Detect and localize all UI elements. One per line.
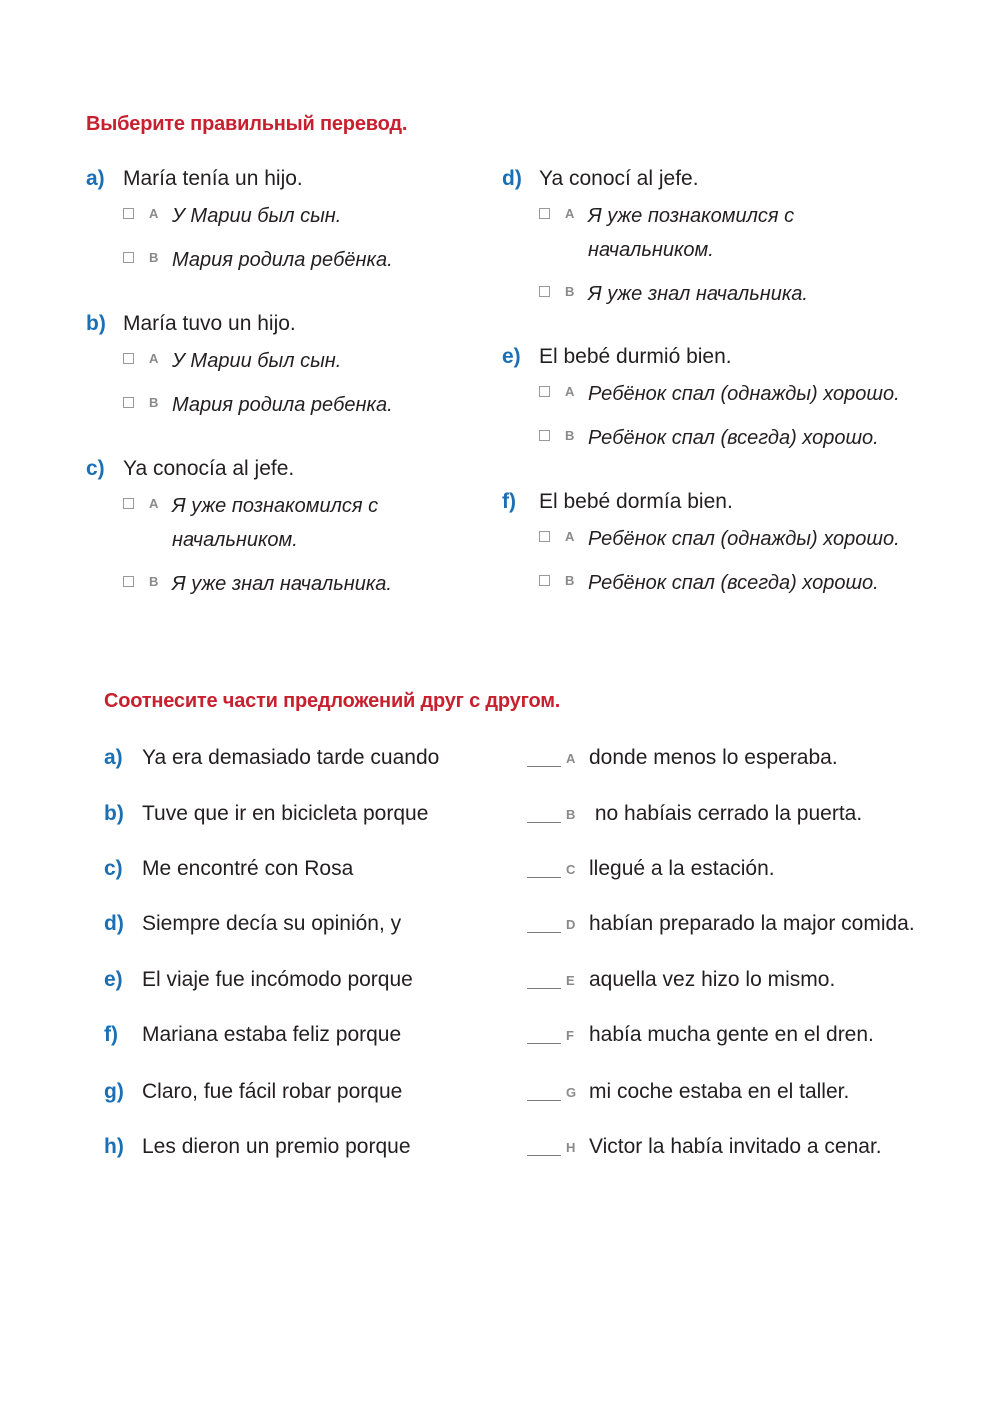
checkbox[interactable]: [123, 353, 134, 364]
question-sentence: María tuvo un hijo.: [123, 312, 296, 335]
option-letter: B: [149, 250, 159, 265]
answer-blank[interactable]: [527, 877, 561, 878]
checkbox[interactable]: [123, 576, 134, 587]
answer-blank[interactable]: [527, 822, 561, 823]
option-letter: A: [565, 206, 575, 221]
question-letter: d): [502, 167, 522, 190]
option-text: Я уже знал начальника.: [172, 573, 392, 595]
exercise1-heading: Выберите правильный перевод.: [86, 113, 408, 135]
question-letter: e): [502, 345, 521, 368]
question-e: [502, 345, 900, 463]
match-end: habían preparado la major comida.: [589, 912, 915, 935]
match-row: [0, 1080, 1000, 1120]
checkbox[interactable]: [539, 286, 550, 297]
match-letter: c): [104, 857, 123, 880]
answer-blank[interactable]: [527, 988, 561, 989]
option-text: Ребёнок спал (всегда) хорошо.: [588, 572, 879, 594]
checkbox[interactable]: [539, 386, 550, 397]
option-letter: A: [149, 351, 159, 366]
option-letter: A: [565, 384, 575, 399]
question-sentence: El bebé durmió bien.: [539, 345, 732, 368]
question-letter: a): [86, 167, 105, 190]
match-end: Victor la había invitado a cenar.: [589, 1135, 882, 1158]
checkbox[interactable]: [539, 531, 550, 542]
match-row: [0, 1023, 1000, 1063]
match-letter: a): [104, 746, 123, 769]
match-code: C: [566, 862, 576, 877]
question-sentence: El bebé dormía bien.: [539, 490, 733, 513]
option-text: Я уже познакомился с начальником.: [172, 495, 379, 551]
match-letter: e): [104, 968, 123, 991]
question-sentence: Ya conocí al jefe.: [539, 167, 699, 190]
checkbox[interactable]: [123, 397, 134, 408]
match-start: Ya era demasiado tarde cuando: [142, 746, 440, 769]
option-letter: A: [149, 206, 159, 221]
option-letter: B: [565, 428, 575, 443]
answer-blank[interactable]: [527, 766, 561, 767]
match-row: [0, 857, 1000, 897]
match-code: A: [566, 751, 576, 766]
option-text: Ребёнок спал (однажды) хорошо.: [588, 383, 900, 405]
match-letter: f): [104, 1023, 118, 1046]
checkbox[interactable]: [539, 430, 550, 441]
option-letter: B: [149, 395, 159, 410]
match-start: Me encontré con Rosa: [142, 857, 354, 880]
option-letter: A: [149, 496, 159, 511]
question-sentence: Ya conocía al jefe.: [123, 457, 295, 480]
match-start: Tuve que ir en bicicleta porque: [142, 802, 429, 825]
match-letter: g): [104, 1080, 124, 1103]
answer-blank[interactable]: [527, 1100, 561, 1101]
question-letter: c): [86, 457, 105, 480]
match-end: donde menos lo esperaba.: [589, 746, 838, 769]
option-letter: B: [149, 574, 159, 589]
checkbox[interactable]: [539, 575, 550, 586]
checkbox[interactable]: [123, 498, 134, 509]
question-d: [502, 167, 808, 319]
checkbox[interactable]: [123, 252, 134, 263]
question-a: [86, 167, 393, 285]
question-sentence: María tenía un hijo.: [123, 167, 303, 190]
match-letter: d): [104, 912, 124, 935]
option-text: Мария родила ребёнка.: [172, 249, 393, 271]
match-row: [0, 1135, 1000, 1175]
match-code: B: [566, 807, 576, 822]
option-text: Я уже знал начальника.: [588, 283, 808, 305]
answer-blank[interactable]: [527, 1155, 561, 1156]
match-end: había mucha gente en el dren.: [589, 1023, 874, 1046]
option-text: У Марии был сын.: [172, 205, 342, 227]
match-end: no habíais cerrado la puerta.: [589, 802, 863, 825]
match-end: mi coche estaba en el taller.: [589, 1080, 850, 1103]
question-b: [86, 312, 393, 430]
match-row: [0, 968, 1000, 1008]
option-text: Ребёнок спал (однажды) хорошо.: [588, 528, 900, 550]
option-text: У Марии был сын.: [172, 350, 342, 372]
answer-blank[interactable]: [527, 1043, 561, 1044]
checkbox[interactable]: [539, 208, 550, 219]
question-f: [502, 490, 900, 608]
question-c: [86, 457, 392, 609]
match-code: E: [566, 973, 575, 988]
question-letter: b): [86, 312, 106, 335]
option-letter: B: [565, 284, 575, 299]
answer-blank[interactable]: [527, 932, 561, 933]
match-row: [0, 746, 1000, 786]
match-code: D: [566, 917, 576, 932]
match-code: H: [566, 1140, 576, 1155]
exercise2-heading: Соотнесите части предложений друг с другом.: [104, 690, 561, 712]
option-text: Я уже познакомился с начальником.: [588, 205, 795, 261]
match-start: Mariana estaba feliz porque: [142, 1023, 402, 1046]
option-text: Мария родила ребенка.: [172, 394, 393, 416]
option-text: Ребёнок спал (всегда) хорошо.: [588, 427, 879, 449]
match-end: aquella vez hizo lo mismo.: [589, 968, 836, 991]
match-start: Claro, fue fácil robar porque: [142, 1080, 403, 1103]
question-letter: f): [502, 490, 516, 513]
match-end: llegué a la estación.: [589, 857, 775, 880]
match-letter: b): [104, 802, 124, 825]
option-letter: B: [565, 573, 575, 588]
match-start: Siempre decía su opinión, y: [142, 912, 402, 935]
checkbox[interactable]: [123, 208, 134, 219]
match-code: G: [566, 1085, 577, 1100]
match-row: [0, 802, 1000, 842]
option-letter: A: [565, 529, 575, 544]
match-start: Les dieron un premio porque: [142, 1135, 411, 1158]
match-row: [0, 912, 1000, 952]
match-letter: h): [104, 1135, 124, 1158]
match-code: F: [566, 1028, 574, 1043]
match-start: El viaje fue incómodo porque: [142, 968, 413, 991]
